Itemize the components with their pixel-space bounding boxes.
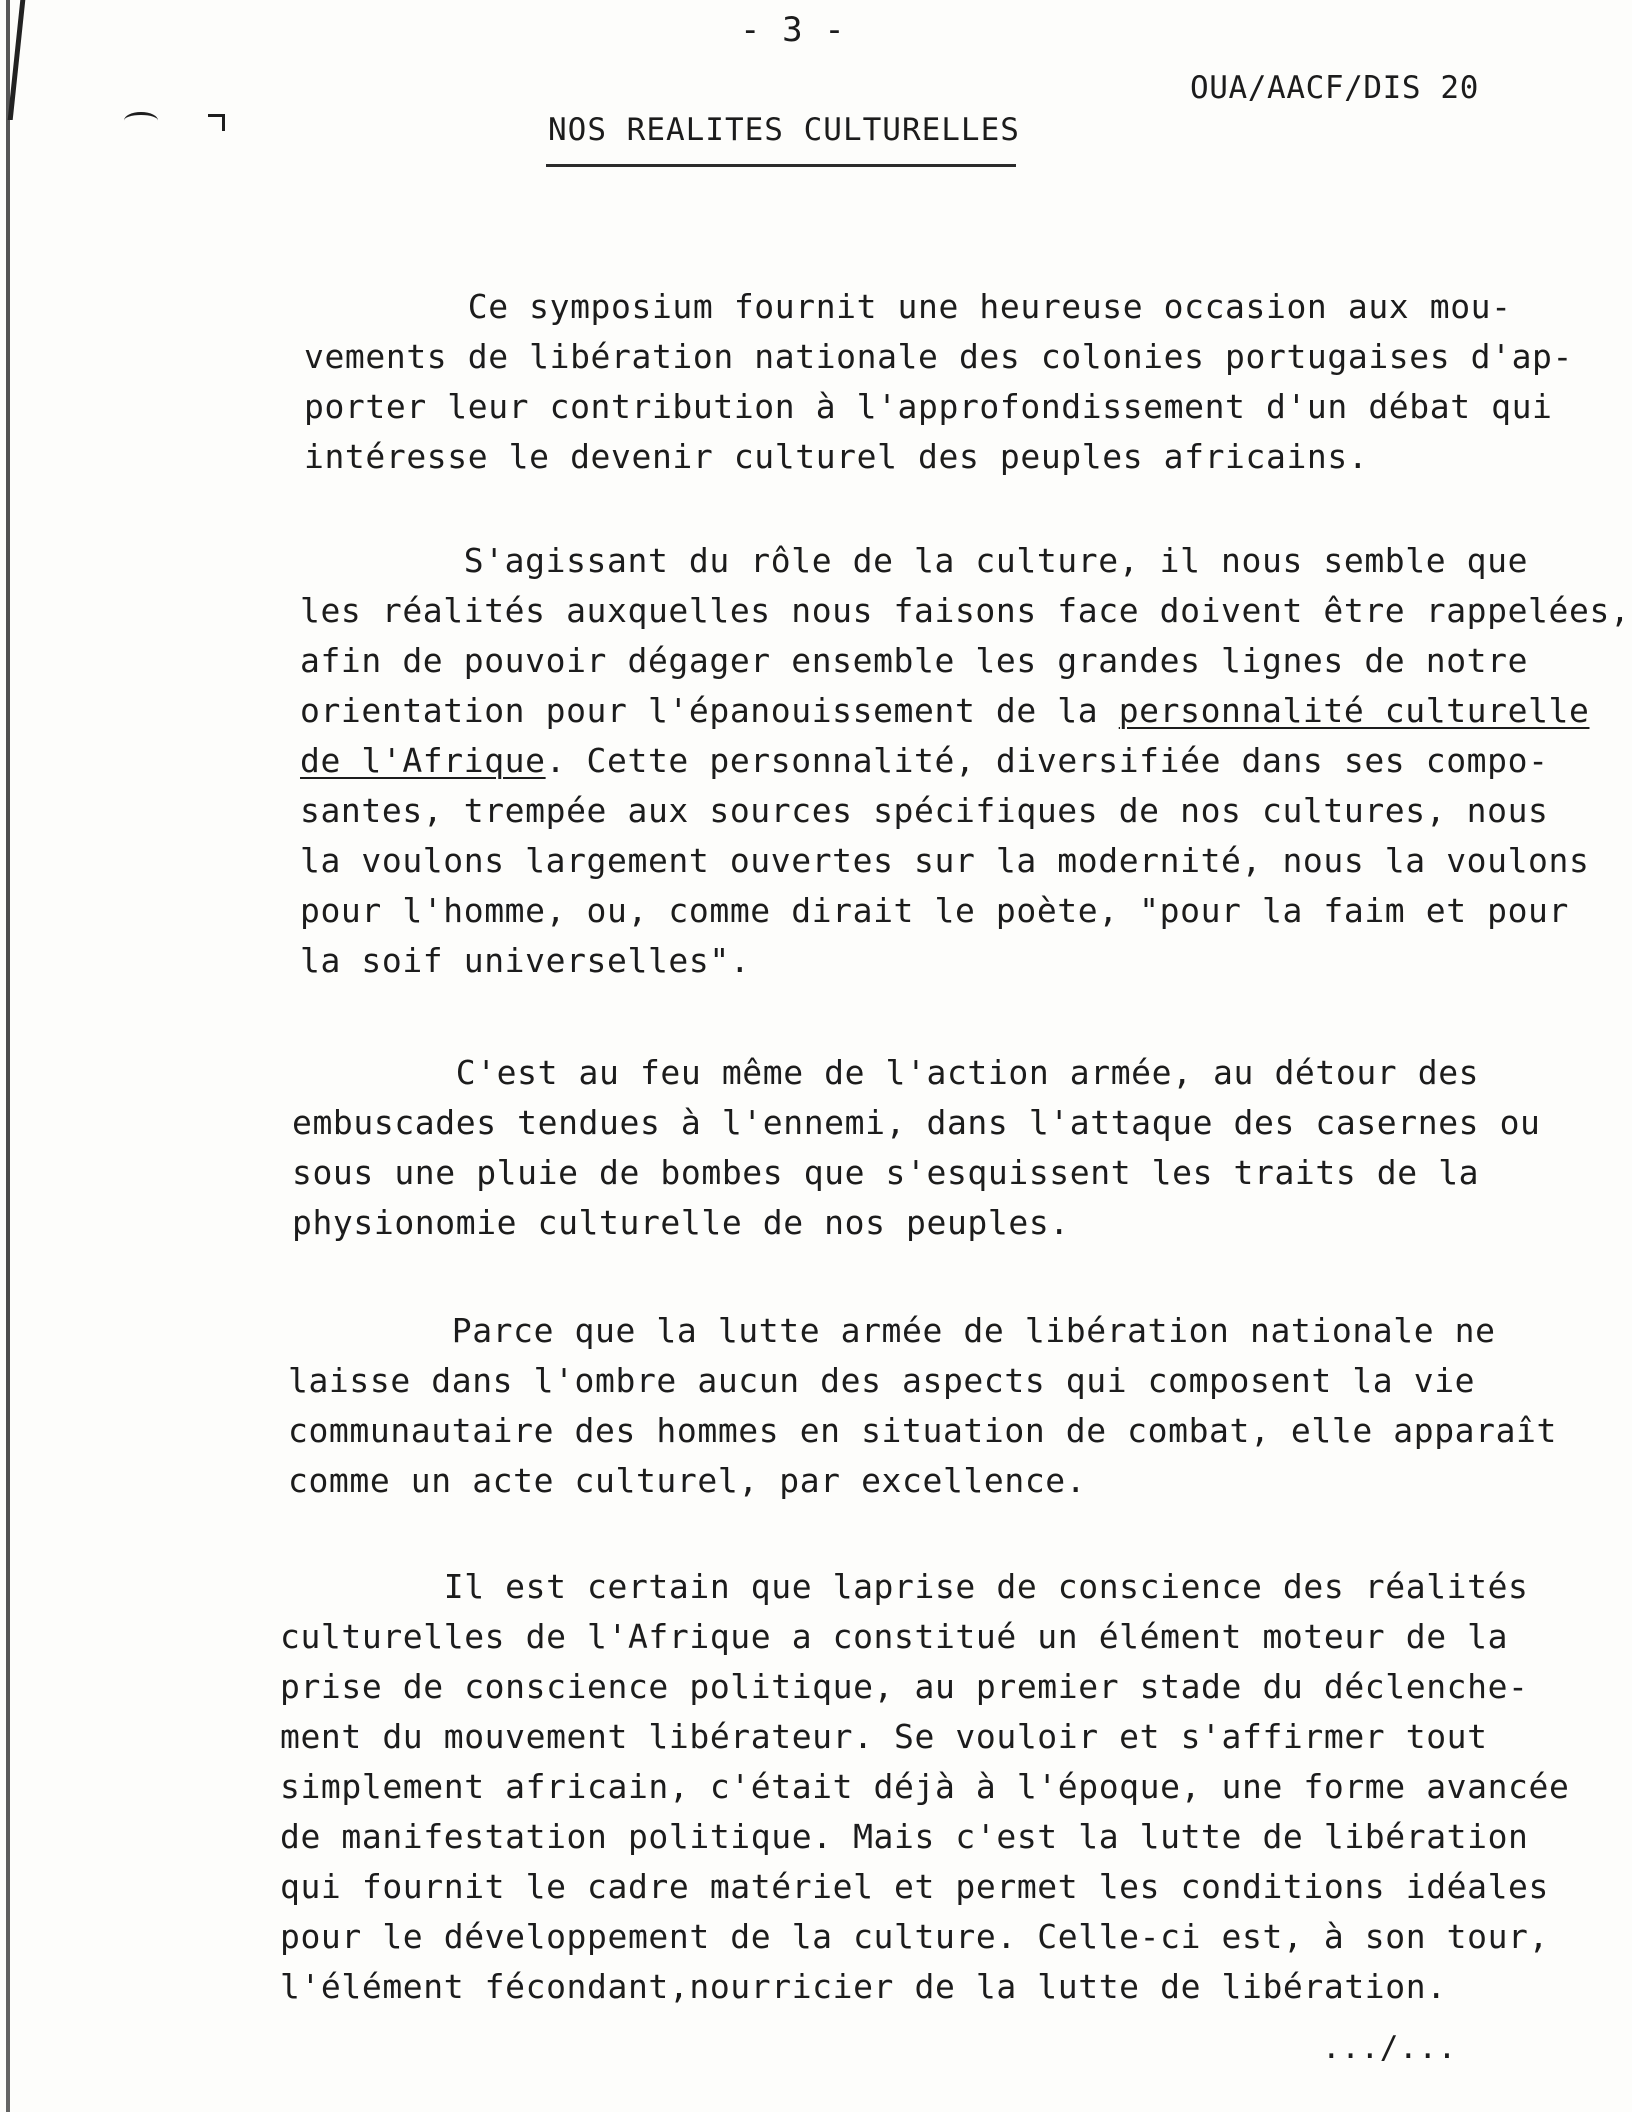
paragraph-2 bbox=[300, 536, 1630, 986]
text-line: culturelles de l'Afrique a constitué un élément moteur de la bbox=[280, 1617, 1509, 1656]
paragraph-4 bbox=[288, 1306, 1557, 1506]
underlined-phrase: personnalité culturelle bbox=[1118, 691, 1590, 730]
continuation-marker: .../... bbox=[1322, 2030, 1457, 2066]
text-line: qui fournit le cadre matériel et permet les conditions idéales bbox=[280, 1867, 1549, 1906]
text-line: vements de libération nationale des colonies portugaises d'ap- bbox=[304, 337, 1573, 376]
text-line: prise de conscience politique, au premier stade du déclenche- bbox=[280, 1667, 1529, 1706]
text-line: orientation pour l'épanouissement de la bbox=[300, 691, 1119, 730]
text-line: laisse dans l'ombre aucun des aspects qui composent la vie bbox=[288, 1361, 1476, 1400]
text-line: embuscades tendues à l'ennemi, dans l'attaque des casernes ou bbox=[292, 1103, 1541, 1142]
text-line: Ce symposium fournit une heureuse occasion aux mou- bbox=[304, 287, 1512, 326]
text-line: Il est certain que laprise de conscience des réalités bbox=[280, 1567, 1529, 1606]
text-line: S'agissant du rôle de la culture, il nous semble que bbox=[300, 541, 1529, 580]
text-line: porter leur contribution à l'approfondissement d'un débat qui bbox=[304, 387, 1553, 426]
paragraph-5 bbox=[280, 1562, 1569, 2012]
paragraph-1 bbox=[304, 282, 1573, 482]
left-margin-line bbox=[6, 0, 10, 2112]
text-line: l'élément fécondant,nourricier de la lutte de libération. bbox=[280, 1967, 1447, 2006]
page-title: NOS REALITES CULTURELLES bbox=[548, 112, 1020, 148]
handwritten-mark-left bbox=[124, 112, 158, 129]
text-line: C'est au feu même de l'action armée, au détour des bbox=[292, 1053, 1480, 1092]
paragraph-3 bbox=[292, 1048, 1541, 1248]
text-line: afin de pouvoir dégager ensemble les grandes lignes de notre bbox=[300, 641, 1529, 680]
page-number: - 3 - bbox=[740, 10, 846, 50]
text-line: sous une pluie de bombes que s'esquissent les traits de la bbox=[292, 1153, 1480, 1192]
text-line: la voulons largement ouvertes sur la modernité, nous la voulons bbox=[300, 841, 1590, 880]
underlined-phrase: de l'Afrique bbox=[300, 741, 546, 780]
text-line: communautaire des hommes en situation de combat, elle apparaît bbox=[288, 1411, 1557, 1450]
text-line: . Cette personnalité, diversifiée dans ses compo- bbox=[545, 741, 1549, 780]
text-line: les réalités auxquelles nous faisons face doivent être rappelées, bbox=[300, 591, 1631, 630]
text-line: pour l'homme, ou, comme dirait le poète, "pour la faim et pour bbox=[300, 891, 1569, 930]
text-line: santes, trempée aux sources spécifiques de nos cultures, nous bbox=[300, 791, 1549, 830]
text-line: physionomie culturelle de nos peuples. bbox=[292, 1203, 1070, 1242]
title-underline bbox=[546, 164, 1016, 167]
text-line: comme un acte culturel, par excellence. bbox=[288, 1461, 1087, 1500]
text-line: Parce que la lutte armée de libération nationale ne bbox=[288, 1311, 1496, 1350]
handwritten-mark-right bbox=[208, 114, 225, 131]
text-line: pour le développement de la culture. Celle-ci est, à son tour, bbox=[280, 1917, 1549, 1956]
document-reference: OUA/AACF/DIS 20 bbox=[1190, 70, 1479, 106]
text-line: ment du mouvement libérateur. Se vouloir et s'affirmer tout bbox=[280, 1717, 1488, 1756]
text-line: simplement africain, c'était déjà à l'époque, une forme avancée bbox=[280, 1767, 1570, 1806]
text-line: la soif universelles". bbox=[300, 941, 751, 980]
text-line: intéresse le devenir culturel des peuples africains. bbox=[304, 437, 1369, 476]
text-line: de manifestation politique. Mais c'est la lutte de libération bbox=[280, 1817, 1529, 1856]
left-margin-stroke bbox=[8, 0, 26, 120]
